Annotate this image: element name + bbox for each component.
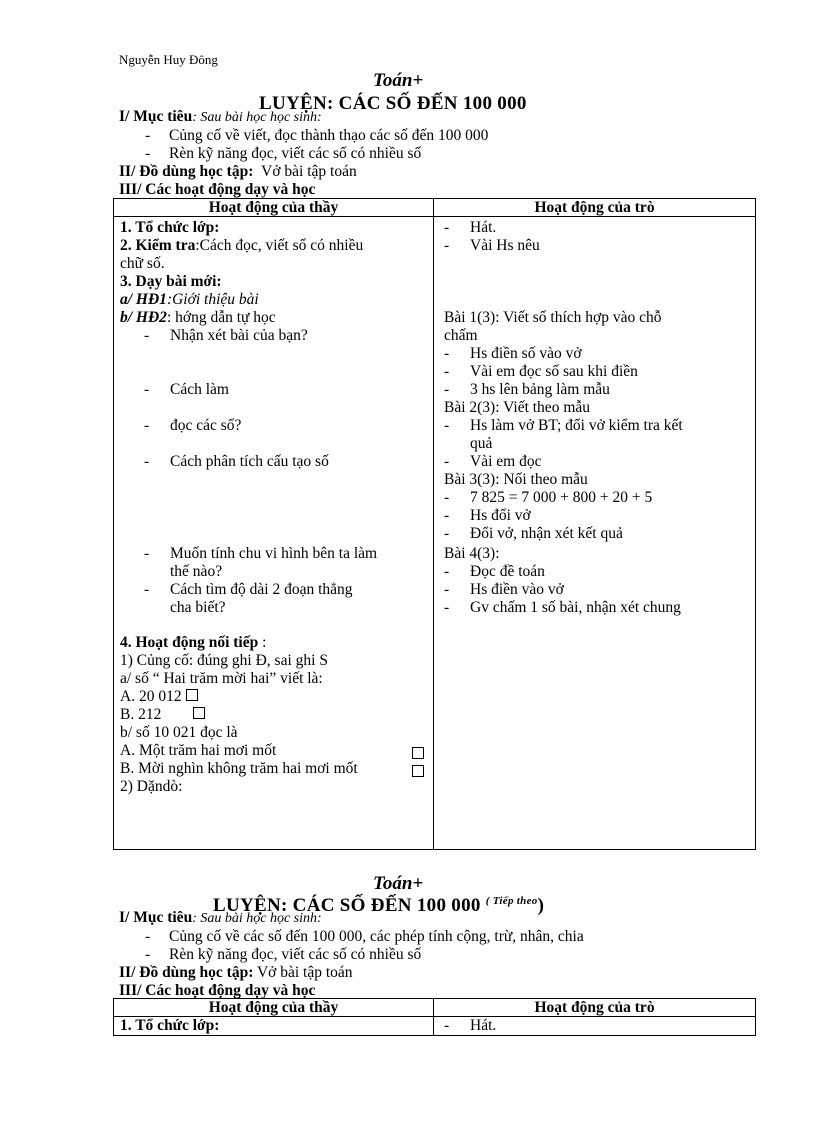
answer-checkbox[interactable] [186, 689, 198, 701]
question-6-cont: cha biết? [170, 599, 226, 616]
option-a-1: A. 20 012 [120, 688, 198, 706]
lesson1-objective-2: - Rèn kỹ năng đọc, viết các số có nhiều số [145, 145, 421, 163]
student-first-cell [434, 1017, 756, 1036]
col-student-header: Hoạt động của trò [434, 999, 756, 1017]
response-1: - Hát. [470, 1017, 496, 1035]
response-8: - 7 825 = 7 000 + 800 + 20 + 5 [470, 489, 652, 507]
response-5: - 3 hs lên bảng làm mẫu [470, 381, 610, 399]
title-note: ( Tiếp theo [485, 895, 538, 907]
lesson2-objective-2: - Rèn kỹ năng đọc, viết các số có nhiều số [145, 946, 421, 964]
exercise-3: Bài 3(3): Nối theo mẫu [444, 471, 588, 488]
option-b-2: B. Mời nghìn không trăm hai mơi mốt [120, 760, 358, 777]
lesson2-objectives: I/ Mục tiêu: Sau bài học học sinh: [119, 909, 322, 926]
lesson2-materials: II/ Đồ dùng học tập: Vở bài tập toán [119, 964, 353, 981]
question-3: - đọc các số? [170, 417, 241, 435]
question-4: - Cách phân tích cấu tạo số [170, 453, 329, 471]
col-teacher-header: Hoạt động của thầy [114, 199, 434, 217]
response-6-cont: quả [470, 435, 493, 452]
consolidation-1: 1) Củng cố: đúng ghi Đ, sai ghi S [120, 652, 328, 669]
response-10: - Đổi vở, nhận xét kết quả [470, 525, 623, 543]
consolidation-2: a/ số “ Hai trăm mời hai” viết là: [120, 670, 323, 687]
objectives-label: I/ Mục tiêu [119, 108, 193, 125]
answer-checkbox[interactable] [412, 747, 424, 759]
lesson1-title: LUYỆN: CÁC SỐ ĐẾN 100 000 [259, 93, 527, 114]
option-b-1: B. 212 [120, 706, 205, 724]
response-1: - Hát. [470, 219, 496, 237]
lesson1-activities-label: III/ Các hoạt động dạy và học [119, 181, 316, 198]
lesson1-subject: Toán+ [373, 70, 424, 91]
question-5: - Muốn tính chu vi hình bên ta làm [170, 545, 377, 563]
teacher-activities-cell [114, 217, 434, 850]
section-1: 1. Tổ chức lớp: [120, 1017, 220, 1034]
lesson2-activity-table [113, 998, 756, 1036]
response-6: - Hs làm vở BT; đổi vở kiểm tra kết [470, 417, 683, 435]
section-4: 4. Hoạt động nối tiếp : [120, 634, 267, 651]
section-1: 1. Tổ chức lớp: [120, 219, 220, 236]
consolidation-3: b/ số 10 021 đọc là [120, 724, 238, 741]
question-6: - Cách tìm độ dài 2 đoạn thẳng [170, 581, 353, 599]
exercise-1: Bài 1(3): Viết số thích hợp vào chỗ [444, 309, 662, 326]
teacher-first-cell [114, 1017, 434, 1036]
lesson2-title: LUYỆN: CÁC SỐ ĐẾN 100 000 $^{( Tiếp theo}$) [213, 895, 545, 916]
exercise-1-cont: chấm [444, 327, 478, 344]
activity-a: a/ HĐ1:Giới thiệu bài [120, 291, 259, 308]
col-teacher-header: Hoạt động của thầy [114, 999, 434, 1017]
student-activities-cell [434, 217, 756, 850]
consolidation-4: 2) Dặndò: [120, 778, 183, 795]
answer-checkbox[interactable] [193, 707, 205, 719]
activity-b: b/ HĐ2: hớng dẫn tự học [120, 309, 276, 326]
materials-text: Vở bài tập toán [261, 163, 357, 180]
response-3: - Hs điền số vào vở [470, 345, 582, 363]
question-2: - Cách làm [170, 381, 229, 399]
lesson2-objective-1: - Củng cố về các số đến 100 000, các phép tính cộng, trừ, nhân, chia [145, 928, 584, 946]
exercise-2: Bài 2(3): Viết theo mẫu [444, 399, 591, 416]
response-7: - Vài em đọc [470, 453, 541, 471]
response-4: - Vài em đọc số sau khi điền [470, 363, 638, 381]
response-11: - Đọc đề toán [470, 563, 545, 581]
exercise-4: Bài 4(3): [444, 545, 500, 562]
lesson2-subject: Toán+ [373, 873, 424, 894]
response-2: - Vài Hs nêu [470, 237, 540, 255]
col-student-header: Hoạt động của trò [434, 199, 756, 217]
response-9: - Hs đổi vở [470, 507, 531, 525]
section-2-cont: chữ số. [120, 255, 165, 272]
answer-checkbox[interactable] [412, 765, 424, 777]
question-1: - Nhận xét bài của bạn? [170, 327, 308, 345]
question-5-cont: thế nào? [170, 563, 223, 580]
lesson1-materials [119, 163, 357, 181]
objectives-intro: : Sau bài học học sinh: [192, 110, 322, 125]
section-3: 3. Dạy bài mới: [120, 273, 222, 290]
lesson1-activity-table [113, 198, 756, 850]
lesson1-objectives [119, 108, 322, 126]
author-name: Nguyễn Huy Đông [119, 52, 218, 67]
materials-label: II/ Đồ dùng học tập: [119, 163, 254, 180]
section-2: 2. Kiểm tra:Cách đọc, viết số có nhiều [120, 237, 364, 254]
lesson2-activities-label: III/ Các hoạt động dạy và học [119, 982, 316, 999]
response-13: - Gv chấm 1 số bài, nhận xét chung [470, 599, 681, 617]
lesson1-objective-1: - Củng cố về viết, đọc thành thạo các số đến 100 000 [145, 127, 488, 145]
option-a-2: A. Một trăm hai mơi mốt [120, 742, 277, 759]
response-12: - Hs điền vào vở [470, 581, 564, 599]
